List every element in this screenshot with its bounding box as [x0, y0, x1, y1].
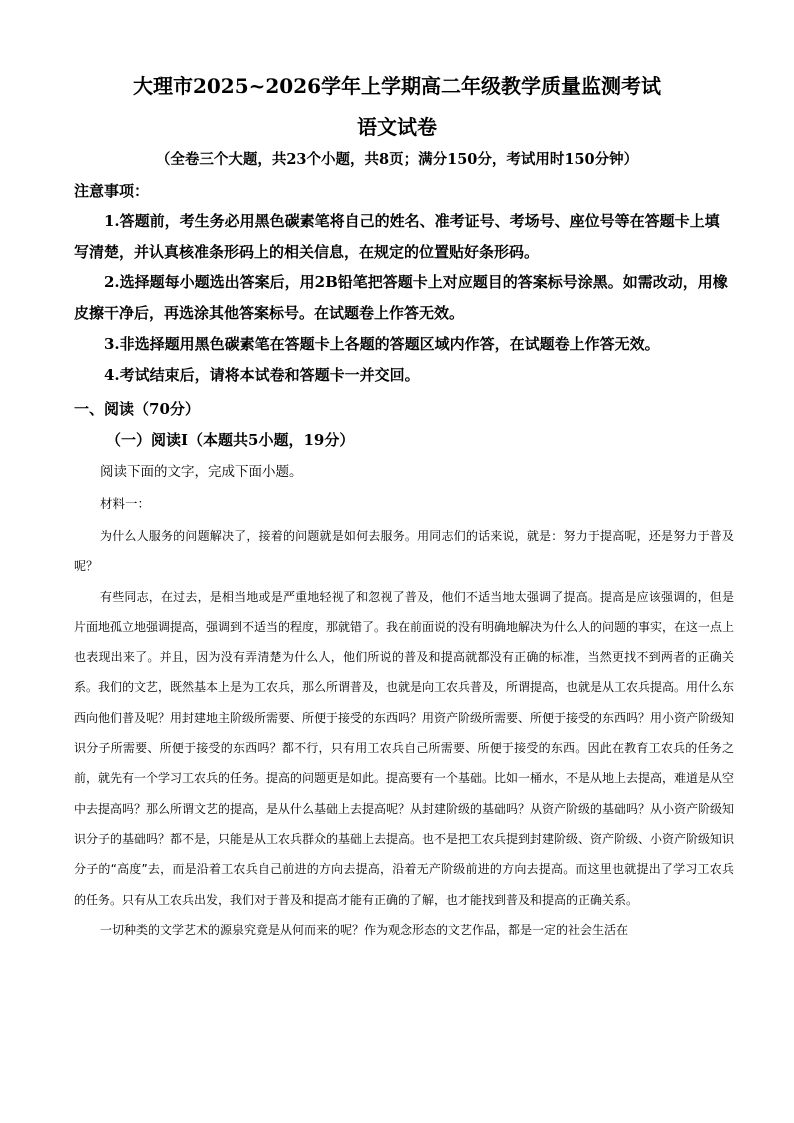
note-item: 2.选择题每小题选出答案后，用2B铅笔把答题卡上对应题目的答案标号涂黑。如需改动，用橡皮擦干净后，再选涂其他答案标号。在试题卷上作答无效。 [74, 273, 728, 323]
notes-heading: 注意事项： [74, 182, 150, 200]
exam-subtitle: 语文试卷 [357, 115, 437, 139]
note-item: 4.考试结束后，请将本试卷和答题卡一并交回。 [104, 365, 420, 384]
subsection-heading: （一）阅读Ⅰ（本题共5小题，19分） [106, 431, 355, 449]
body-paragraph: 有些同志，在过去，是相当地或是严重地轻视了和忽视了普及，他们不适当地太强调了提高。提高是应该强调的，但是片面地孤立地强调提高，强调到不适当的程度，那就错了。我在前面说的没有明确地解决为什么人的问题的事实，在这一点上也表现出来了。并且，因为没有弄清楚为什么人，他们所说的普及和提高就都没有正确的标准，当然更找不到两者的正确关系。我们的文艺，既然基本上是为工农兵，那么所谓普及，也就是向工农兵普及，所谓提高，也就是从工农兵提高。用什么东西向他们普及呢？用封建地主阶级所需要、所便于接受的东西吗？用资产阶级所需要、所便于接受的东西吗？用小资产阶级知识分子所需要、所便于接受的东西吗？都不行，只有用工农兵自己所需要、所便于接受的东西。因此在教育工农兵的任务之前，就先有一个学习工农兵的任务。提高的问题更是如此。提高要有一个基础。比如一桶水，不是从地上去提高，难道是从空中去提高吗？那么所谓文艺的提高，是从什么基础上去提高呢？从封建阶级的基础吗？从资产阶级的基础吗？从小资产阶级知识分子的基础吗？都不是，只能是从工农兵群众的基础上去提高。也不是把工农兵提到封建阶级、资产阶级、小资产阶级知识分子的“高度”去，而是沿着工农兵自己前进的方向去提高，沿着无产阶级前进的方向去提高。而这里也就提出了学习工农兵的任务。只有从工农兵出发，我们对于普及和提高才能有正确的了解，也才能找到普及和提高的正确关系。 [74, 589, 735, 907]
body-paragraph: 为什么人服务的问题解决了，接着的问题就是如何去服务。用同志们的话来说，就是：努力于提高呢，还是努力于普及呢？ [74, 529, 734, 574]
reading-instruction: 阅读下面的文字，完成下面小题。 [100, 464, 303, 480]
body-paragraph: 一切种类的文学艺术的源泉究竟是从何而来的呢？作为观念形态的文艺作品，都是一定的社会生活在 [100, 922, 629, 937]
notes-list [74, 206, 734, 390]
note-item: 1.答题前，考生务必用黑色碳素笔将自己的姓名、准考证号、考场号、座位号等在答题卡上填写清楚，并认真核准条形码上的相关信息，在规定的位置贴好条形码。 [74, 212, 720, 261]
exam-meta: （全卷三个大题，共23个小题，共8页；满分150分，考试用时150分钟） [155, 151, 639, 168]
material-label: 材料一： [100, 496, 151, 511]
note-item: 3.非选择题用黑色碳素笔在答题卡上各题的答题区域内作答，在试题卷上作答无效。 [104, 334, 660, 353]
material-body [74, 521, 734, 945]
section-heading: 一、阅读（70分） [74, 400, 200, 418]
exam-title: 大理市2025~2026学年上学期高二年级教学质量监测考试 [132, 74, 662, 98]
